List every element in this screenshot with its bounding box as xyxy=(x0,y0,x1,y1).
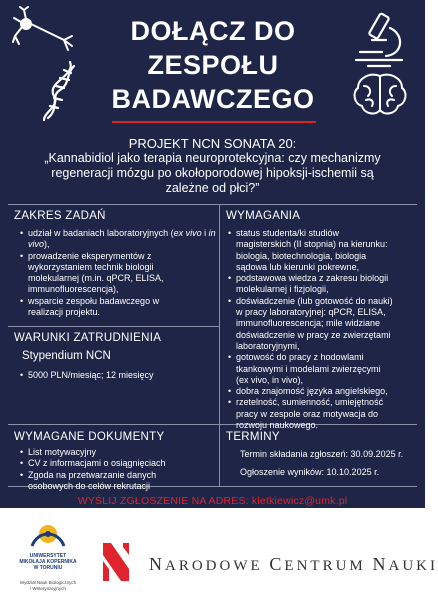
section-heading-warunki: WARUNKI ZATRUDNIENIA xyxy=(14,332,162,344)
list-item: • dobra znajomość języka angielskiego, xyxy=(228,386,422,397)
warunki-list xyxy=(20,370,216,381)
ncn-logo-icon xyxy=(101,541,131,583)
section-heading-dokumenty: WYMAGANE DOKUMENTY xyxy=(14,431,165,443)
zakres-list xyxy=(20,228,216,318)
list-item: • gotowość do pracy z hodowlami tkankowymi i modelami zwierzęcymi (ex vivo, in vivo), xyxy=(228,352,422,386)
section-heading-zakres: ZAKRES ZADAŃ xyxy=(14,210,106,222)
page-title xyxy=(84,14,342,116)
section-heading-terminy: TERMINY xyxy=(226,431,280,443)
divider xyxy=(8,326,219,327)
list-item: • podstawowa wiedza z zakresu biologii molekularnej i fizjologii, xyxy=(228,273,422,296)
umk-faculty: Wydział Nauk Biologicznych i Weterynaryjnych xyxy=(19,580,77,591)
ncn-name: NARODOWE CENTRUM NAUKI xyxy=(149,554,438,574)
dna-icon xyxy=(40,60,78,122)
list-item: • status studenta/ki studiów magisterskich (II stopnia) na kierunku: biologia, biotechnologia, biologia sądowa lub kierunki pokrewne, xyxy=(228,228,422,273)
project-title-line: „Kannabidiol jako terapia neuroprotekcyjna: czy mechanizmy xyxy=(44,151,381,165)
list-item: • doświadczenie (lub gotowość do nauki) w pracy laboratoryjnej: qPCR, ELISA, immunofluorescencja; mile widziane doświadczenie w pracy ze zwierzętami laboratoryjnymi, xyxy=(228,296,422,352)
stipend-title: Stypendium NCN xyxy=(22,350,111,362)
title-line: ZESPOŁU xyxy=(147,50,279,80)
brain-icon xyxy=(352,72,408,118)
deadline-text: Termin składania zgłoszeń: 30.09.2025 r. xyxy=(240,449,404,459)
list-item: • prowadzenie eksperymentów z wykorzystaniem technik biologii molekularnej (m.in. qPCR, ELISA, immunofluorescencja), xyxy=(20,251,216,296)
project-title-line: regeneracji mózgu po okołoporodowej hipoksji-ischemii są xyxy=(51,166,374,180)
title-line: DOŁĄCZ DO xyxy=(130,16,296,46)
divider xyxy=(219,204,220,486)
section-heading-wymagania: WYMAGANIA xyxy=(226,210,301,222)
results-date-text: Ogłoszenie wyników: 10.10.2025 r. xyxy=(240,467,380,477)
list-item: • List motywacyjny xyxy=(20,447,216,458)
title-line: BADAWCZEGO xyxy=(111,84,315,114)
umk-logo-icon xyxy=(28,520,68,552)
project-heading: PROJEKT NCN SONATA 20: xyxy=(128,136,297,151)
neuron-icon xyxy=(12,6,78,52)
divider xyxy=(8,204,417,205)
list-item: • CV z informacjami o osiągnięciach xyxy=(20,458,216,469)
list-item: • rzetelność, sumienność, umiejętność pracy w zespole oraz motywacja do rozwoju naukowego. xyxy=(228,397,422,431)
project-info xyxy=(8,136,417,196)
wymagania-list xyxy=(228,228,422,431)
umk-name: UNIWERSYTET MIKOŁAJA KOPERNIKA W TORUNIU xyxy=(19,553,77,571)
title-divider xyxy=(112,121,316,123)
list-item: • wsparcie zespołu badawczego w realizacji projektu. xyxy=(20,296,216,319)
contact-email-text[interactable]: WYŚLIJ ZGŁOSZENIE NA ADRES: kletkiewicz@umk.pl xyxy=(77,495,348,507)
microscope-icon xyxy=(346,10,412,68)
project-title-line: zależne od płci?” xyxy=(165,181,260,195)
list-item: • 5000 PLN/miesiąc; 12 miesięcy xyxy=(20,370,216,381)
list-item: • Zgoda na przetwarzanie danych osobowych do celów rekrutacji xyxy=(20,470,198,493)
dokumenty-list xyxy=(20,447,216,492)
list-item: • udział w badaniach laboratoryjnych (ex vivo i in vivo), xyxy=(20,228,216,251)
